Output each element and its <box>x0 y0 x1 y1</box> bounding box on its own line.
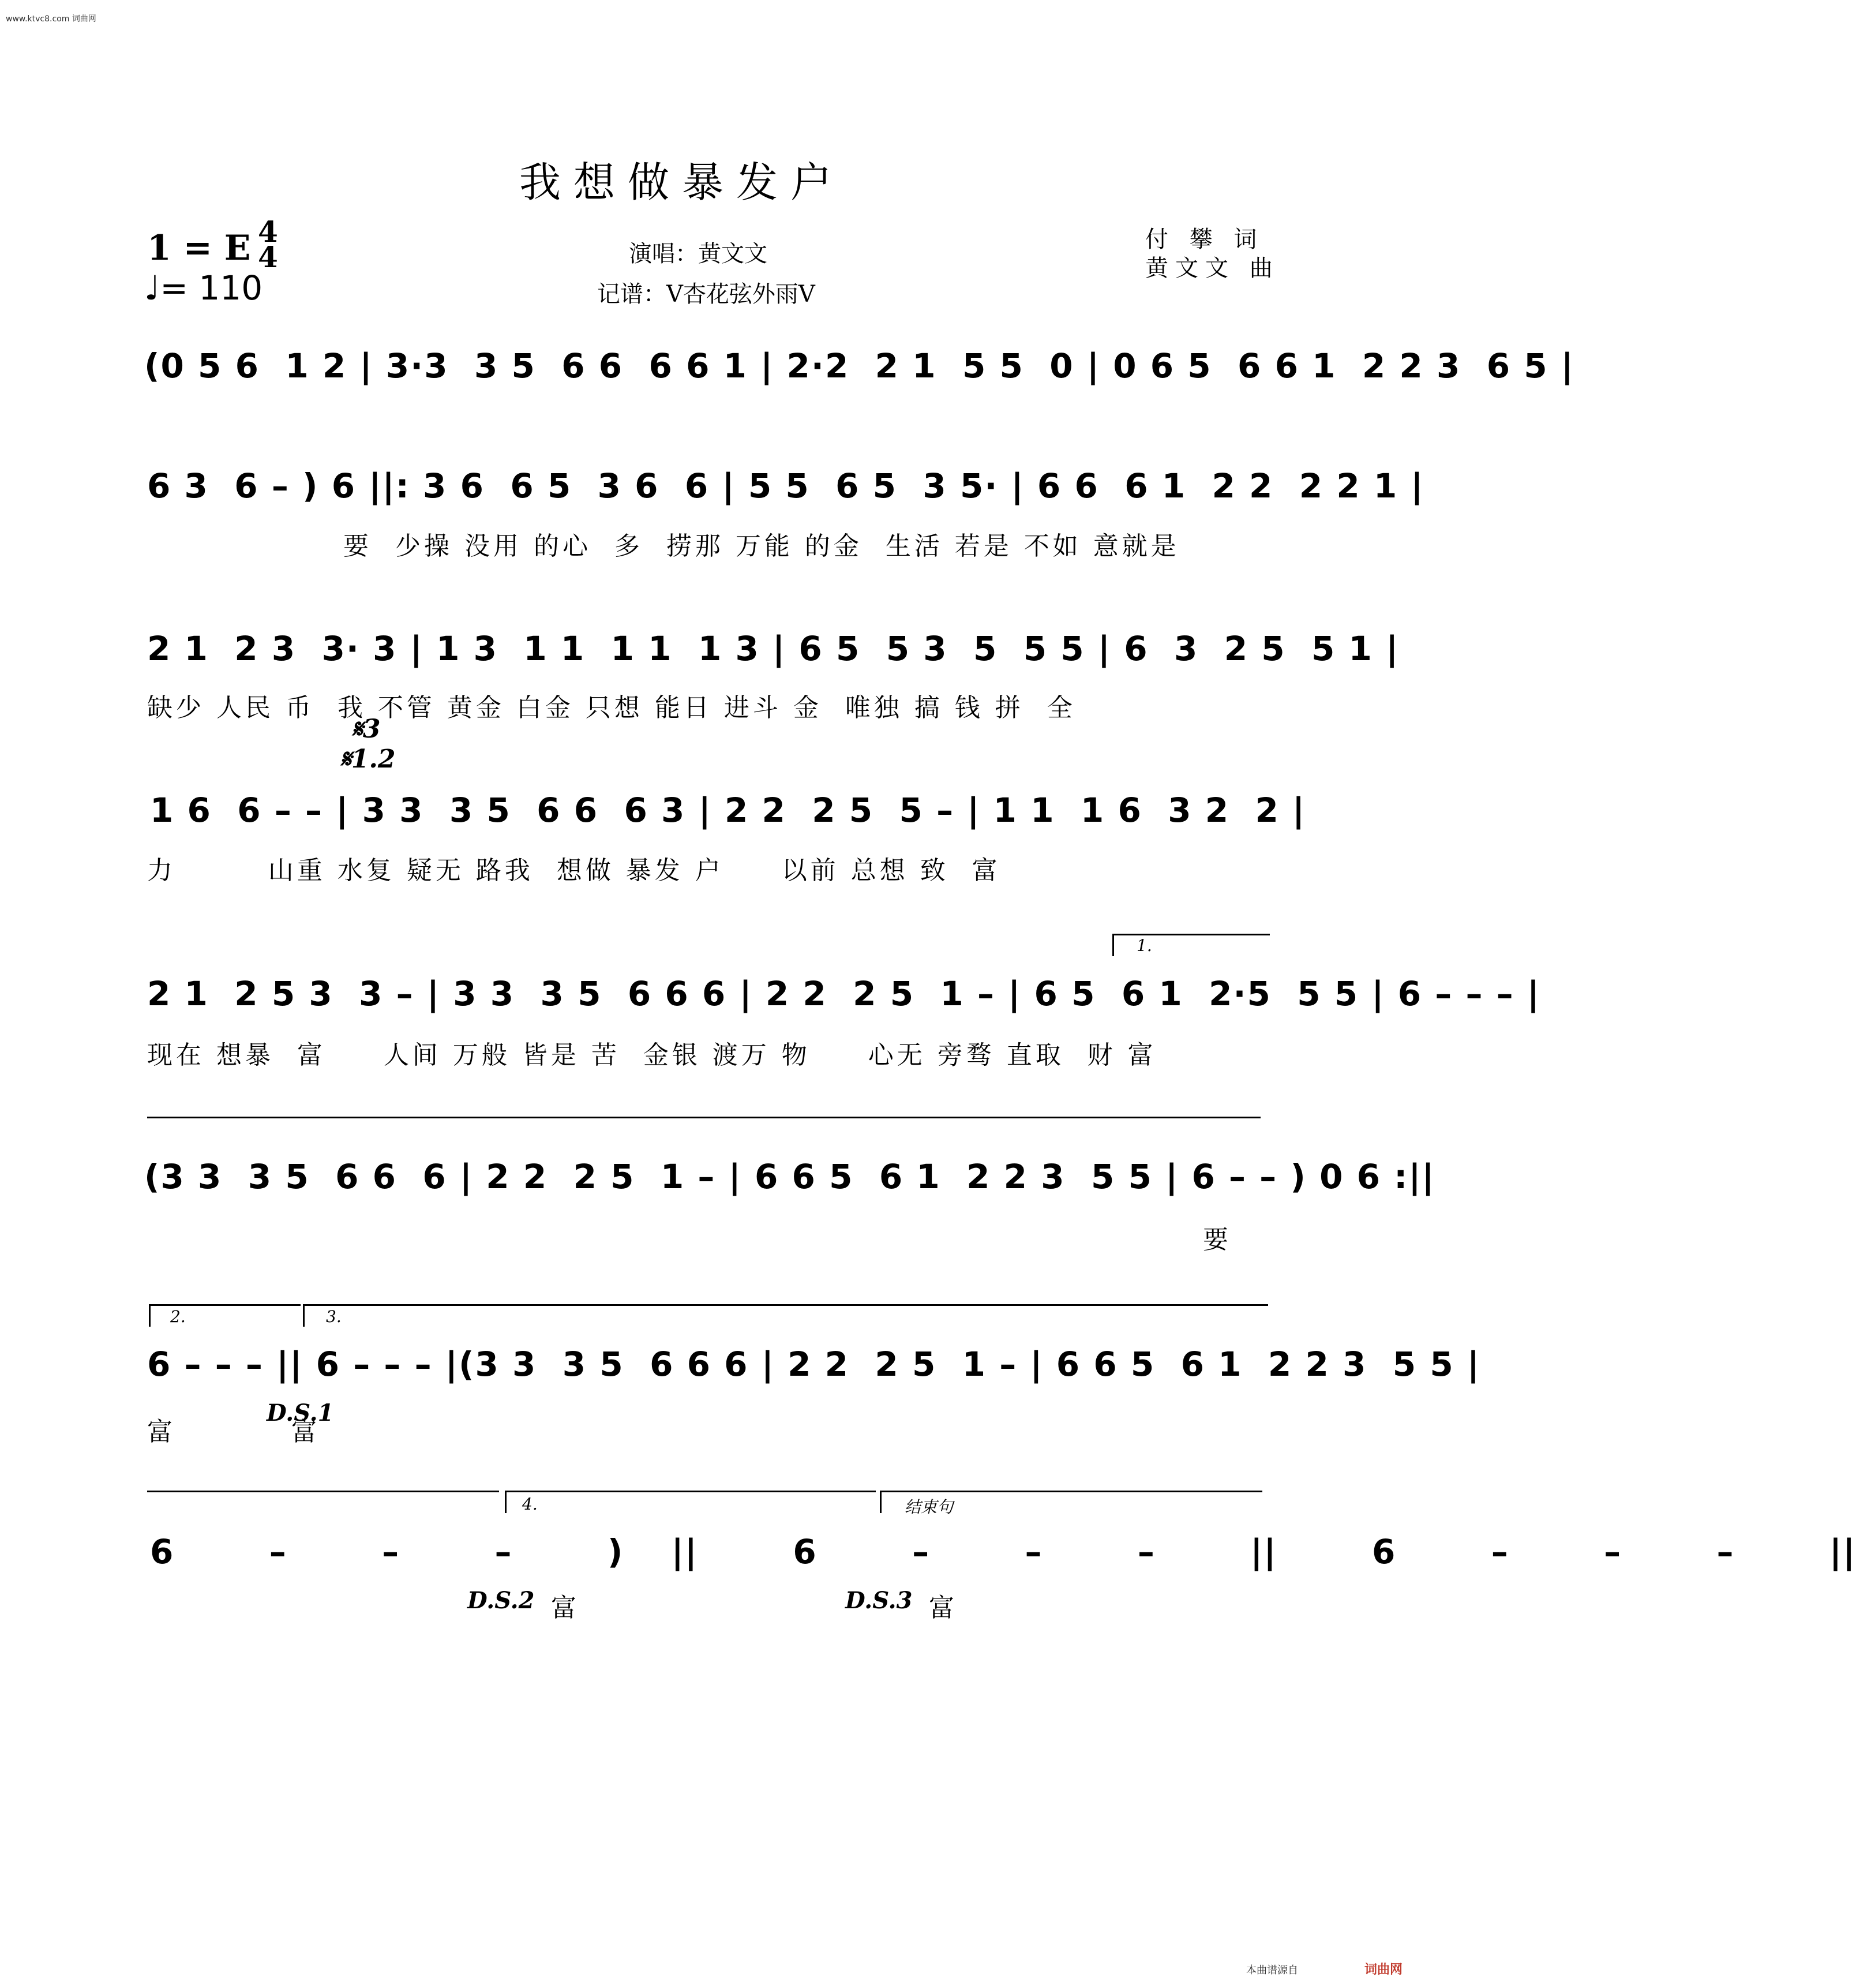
notation-row-1: (0 5 6 1 2 | 3·3 3 5 6 6 6 6 1 | 2·2 2 1 5 5 0 | 0 6 5 6 6 1 2 2 3 6 5 | <box>144 346 1574 385</box>
lyrics-row-7: 富 富 <box>147 1417 320 1447</box>
key-signature: 1 = E <box>147 228 251 268</box>
song-title: 我想做暴发户 <box>519 158 845 207</box>
footer-site-logo: 词曲网 <box>1364 1963 1403 1977</box>
lyrics-row-3: 缺少 人民 币 我 不管 黄金 白金 只想 能日 进斗 金 唯独 搞 钱 拼 全 <box>147 693 1076 722</box>
notation-row-5: 2 1 2 5 3 3 – | 3 3 3 5 6 6 6 | 2 2 2 5 1 – | 6 5 6 1 2·5 5 5 | 6 – – – | <box>147 974 1541 1013</box>
singer-credit: 演唱：黄文文 <box>629 241 767 267</box>
segno-mark-3: 𝄋3 <box>352 714 381 744</box>
ending-bracket-1 <box>1112 934 1270 956</box>
final-lyric-coda: 富 <box>929 1593 958 1623</box>
notation-row-8: 6 – – – ) || 6 – – – || 6 – – – || <box>150 1532 1856 1571</box>
lyrics-row-5: 现在 想暴 富 人间 万般 皆是 苦 金银 渡万 物 心无 旁骛 直取 财 富 <box>147 1040 1157 1070</box>
ending-label-final: 结束句 <box>905 1497 954 1517</box>
ending-bracket-3 <box>303 1304 1268 1327</box>
notation-row-3: 2 1 2 3 3· 3 | 1 3 1 1 1 1 1 3 | 6 5 5 3 5 5 5 | 6 3 2 5 5 1 | <box>147 629 1400 668</box>
lyrics-row-2: 要 少操 没用 的心 多 捞那 万能 的金 生活 若是 不如 意就是 <box>343 531 1180 561</box>
ds-mark-3: D.S.3 <box>845 1587 913 1614</box>
notation-row-7: 6 – – – || 6 – – – |(3 3 3 5 6 6 6 | 2 2 2 5 1 – | 6 6 5 6 1 2 2 3 5 5 | <box>147 1345 1481 1384</box>
ending-label-3: 3. <box>326 1307 342 1326</box>
system-line-row-8 <box>147 1491 499 1492</box>
ds-mark-2: D.S.2 <box>467 1587 535 1614</box>
lyrics-row-6: 要 <box>1203 1225 1232 1255</box>
lyrics-row-4: 力 山重 水复 疑无 路我 想做 暴发 户 以前 总想 致 富 <box>147 856 1001 885</box>
lyricist-credit: 付 攀 词 <box>1145 226 1264 253</box>
notation-row-4: 1 6 6 – – | 3 3 3 5 6 6 6 3 | 2 2 2 5 5 – | 1 1 1 6 3 2 2 | <box>150 791 1306 830</box>
transcriber-credit: 记谱：V杏花弦外雨V <box>597 281 815 308</box>
footer-source-note: 本曲谱源自 <box>1246 1964 1298 1976</box>
ds-mark-1: D.S.1 <box>267 1399 334 1427</box>
segno-mark-1-2: 𝄋1.2 <box>340 744 396 774</box>
composer-credit: 黄文文 曲 <box>1145 255 1280 282</box>
tempo-marking: ♩= 110 <box>144 268 263 308</box>
system-line-row-6 <box>147 1117 1261 1118</box>
ending-label-1: 1. <box>1137 936 1152 955</box>
notation-row-6: (3 3 3 5 6 6 6 | 2 2 2 5 1 – | 6 6 5 6 1 2 2 3 5 5 | 6 – – ) 0 6 :|| <box>144 1157 1435 1196</box>
notation-row-2: 6 3 6 – ) 6 ||: 3 6 6 5 3 6 6 | 5 5 6 5 3 5· | 6 6 6 1 2 2 2 2 1 | <box>147 466 1424 506</box>
ending-label-2: 2. <box>170 1307 186 1326</box>
site-url: www.ktvc8.com 词曲网 <box>6 14 96 24</box>
final-lyric-ending-4: 富 <box>551 1593 580 1623</box>
time-signature: 4 4 <box>258 215 278 274</box>
ending-label-4: 4. <box>522 1495 538 1514</box>
ending-bracket-4 <box>505 1491 876 1513</box>
